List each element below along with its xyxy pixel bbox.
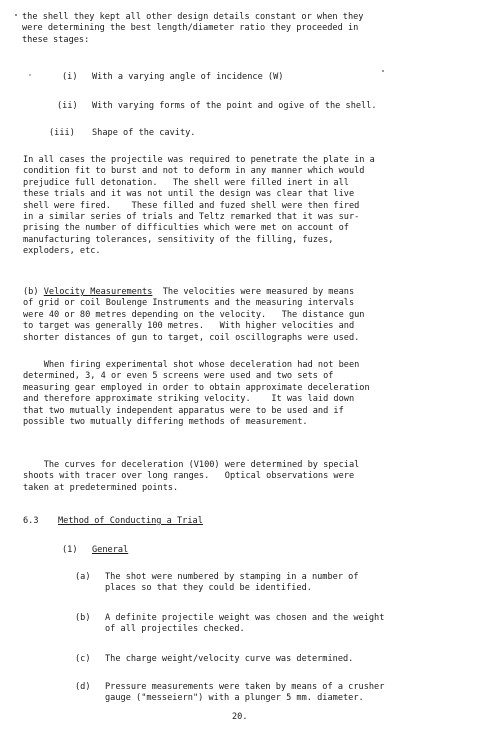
speck-dot [382,70,384,72]
item-b-text [105,613,384,636]
text-line: taken at predetermined points. [23,482,179,493]
paragraph-deceleration-curves [23,460,359,494]
text-line: to target was generally 100 metres. With higher velocities and [23,321,355,332]
text-line: these stages: [22,34,90,45]
item-c-text [105,654,353,665]
text-line: of all projectiles checked. [105,624,245,635]
text-line: shoots with tracer over long ranges. Optical observations were [23,471,355,482]
text-line: gauge ("messeiern") with a plunger 5 mm. diameter. [105,693,364,704]
text-line: possible two mutually differing methods of measurement. [23,417,308,428]
text-line: The shot were numbered by stamping in a number of [105,572,359,582]
paragraph-experimental-shot [23,360,370,428]
section-number: 6.3 [23,516,39,526]
item-d-text [105,682,384,705]
text-line: in a similar series of trials and Teltz remarked that it was sur- [23,212,360,223]
velocity-heading: Velocity Measurements [43,287,153,297]
text-line: prejudice full detonation. The shell were filled inert in all [23,177,349,188]
subsection-number: (1) [62,545,78,555]
speck-dot [29,74,31,76]
paragraph-penetration [23,155,375,258]
stage-ii-text: With varying forms of the point and ogive of the shell. [92,101,377,111]
stage-i-number: (i) [62,72,78,82]
item-a-text [105,572,359,595]
velocity-first-line-text: The velocities were measured by means [152,287,355,297]
item-d-label: (d) [75,682,91,692]
item-b-label: (b) [75,613,91,623]
speck-dot [15,14,17,16]
text-line: In all cases the projectile was required to penetrate the plate in a [23,155,375,165]
intro-paragraph [22,12,363,46]
stage-iii-number: (iii) [49,128,75,138]
text-line: shell were fired. These filled and fuzed shell were then fired [23,200,360,211]
page-number: 20. [232,712,248,722]
text-line: condition fit to burst and not to deform in any manner which would [23,166,365,177]
item-a-label: (a) [75,572,91,582]
text-line: that two mutually independent apparatus were to be used and if [23,405,344,416]
velocity-measurements-paragraph [23,287,364,344]
text-line: Pressure measurements were taken by means of a crusher [105,682,385,692]
text-line: When firing experimental shot whose deceleration had not been [23,360,360,370]
text-line: the shell they kept all other design details constant or when they [22,12,364,22]
stage-ii-number: (ii) [57,101,78,111]
text-line: The curves for deceleration (V100) were determined by special [23,460,360,470]
text-line: prising the number of difficulties which were met on account of [23,223,349,234]
text-line: exploders, etc. [23,246,101,257]
text-line: were 40 or 80 metres depending on the velocity. The distance gun [23,309,365,320]
stage-i-text: With a varying angle of incidence (W) [92,72,284,82]
text-line: measuring gear employed in order to obtain approximate deceleration [23,382,370,393]
item-c-label: (c) [75,654,91,664]
text-line: A definite projectile weight was chosen and the weight [105,613,385,623]
text-line: shorter distances of gun to target, coil oscillographs were used. [23,332,360,343]
subsection-title: General [92,545,129,555]
section-title: Method of Conducting a Trial [58,516,203,526]
text-line: determined, 3, 4 or even 5 screens were used and two sets of [23,371,334,382]
text-line: and therefore approximate striking velocity. It was laid down [23,394,355,405]
velocity-label: (b) [23,287,39,297]
text-line: were determining the best length/diameter ratio they proceeded in [22,23,359,34]
text-line: these trials and it was not until the design was clear that live [23,189,355,200]
text-line: The charge weight/velocity curve was determined. [105,654,354,664]
stage-iii-text: Shape of the cavity. [92,128,196,138]
text-line: manufacturing tolerances, sensitivity of the filling, fuzes, [23,234,334,245]
velocity-first-line [23,287,364,298]
text-line: places so that they could be identified. [105,583,312,594]
text-line: of grid or coil Boulenge Instruments and the measuring intervals [23,298,355,309]
